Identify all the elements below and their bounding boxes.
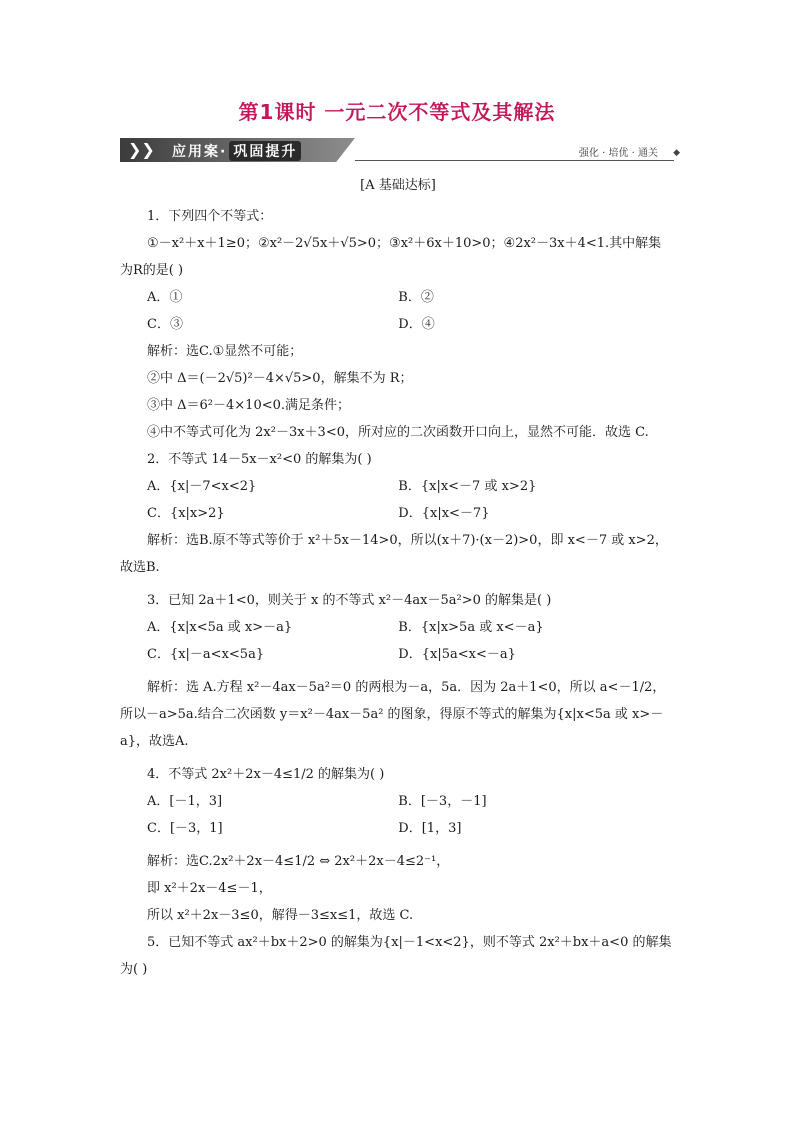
q4-solution-line: 所以 x²＋2x－3≤0，解得－3≤x≤1，故选 C. <box>147 908 414 923</box>
q3-option-c[interactable]: C．{x|－a<x<5a} <box>147 647 265 662</box>
page-title: 第1课时 一元二次不等式及其解法 <box>238 100 556 124</box>
q1-stem: 1．下列四个不等式： <box>147 209 273 224</box>
q2-option-a[interactable]: A．{x|－7<x<2} <box>147 479 257 494</box>
q4-option-a[interactable]: A．[－1，3] <box>147 794 223 809</box>
banner-label <box>172 141 301 161</box>
q2-options-row-1 <box>120 473 676 500</box>
q2-stem: 2．不等式 14－5x－x²<0 的解集为( ) <box>147 452 372 467</box>
q3-stem: 3．已知 2a＋1<0，则关于 x 的不等式 x²－4ax－5a²>0 的解集是( ) <box>147 593 552 608</box>
q4-solution-line: 即 x²＋2x－4≤－1， <box>147 881 272 896</box>
q3-option-d[interactable]: D．{x|5a<x<－a} <box>398 647 516 662</box>
q3-option-a[interactable]: A．{x|x<5a 或 x>－a} <box>147 620 293 635</box>
banner-label-a: 应用案· <box>172 144 228 160</box>
section-heading: [A 基础达标] <box>360 178 436 193</box>
q2-option-c[interactable]: C．{x|x>2} <box>147 506 225 521</box>
q1-solution-line: ③中 Δ＝6²－4×10<0.满足条件； <box>147 398 351 413</box>
q3-options-row-2 <box>120 641 676 668</box>
banner-rule <box>355 160 674 161</box>
exercise-content <box>120 174 676 983</box>
q2-option-b[interactable]: B．{x|x<－7 或 x>2} <box>398 479 537 494</box>
q4-option-d[interactable]: D．[1，3] <box>398 821 462 836</box>
section-banner <box>120 138 680 164</box>
q3-option-b[interactable]: B．{x|x>5a 或 x<－a} <box>398 620 544 635</box>
q3-options-row-1 <box>120 614 676 641</box>
banner-tagline: 强化 · 培优 · 通关 <box>578 148 658 159</box>
q4-options-row-2 <box>120 815 676 842</box>
diamond-icon: ◆ <box>673 148 680 158</box>
q1-option-d[interactable]: D．④ <box>398 317 435 332</box>
q1-option-b[interactable]: B．② <box>398 290 434 305</box>
q1-conditions: ①－x²＋x＋1≥0；②x²－2√5x＋√5>0；③x²＋6x＋10>0；④2x²－3x＋4<1.其中解集 <box>147 236 662 251</box>
q1-option-c[interactable]: C．③ <box>147 317 183 332</box>
q2-option-d[interactable]: D．{x|x<－7} <box>398 506 490 521</box>
q4-option-c[interactable]: C．[－3，1] <box>147 821 223 836</box>
q1-options-row-2 <box>120 311 676 338</box>
q3-solution: 解析：选 A.方程 x²－4ax－5a²＝0 的两根为－a，5a．因为 2a＋1<0，所以 a<－1/2，所以－a>5a.结合二次函数 y＝x²－4ax－5a² 的图象，得原不等式的解集为{x|x<5a 或 x>－a}，故选A. <box>120 680 666 749</box>
q4-options-row-1 <box>120 788 676 815</box>
q1-solution-line: ②中 Δ＝(－2√5)²－4×√5>0，解集不为 R； <box>147 371 413 386</box>
q4-solution-line: 解析：选C.2x²＋2x－4≤1/2 ⇔ 2x²＋2x－4≤2⁻¹， <box>147 854 450 869</box>
q4-option-b[interactable]: B．[－3，－1] <box>398 794 487 809</box>
q5-stem: 5．已知不等式 ax²＋bx＋2>0 的解集为{x|－1<x<2}，则不等式 2x²＋bx＋a<0 的解集为( ) <box>120 935 672 977</box>
q1-conditions-cont: 为R的是( ) <box>120 263 184 278</box>
q1-options-row-1 <box>120 284 676 311</box>
q4-stem: 4．不等式 2x²＋2x－4≤1/2 的解集为( ) <box>147 767 385 782</box>
q2-solution: 解析：选B.原不等式等价于 x²＋5x－14>0，所以(x＋7)·(x－2)>0，即 x<－7 或 x>2，故选B. <box>120 533 668 575</box>
q2-options-row-2 <box>120 500 676 527</box>
chevron-right-icon: ❯❯ <box>128 140 155 159</box>
banner-label-b: 巩固提升 <box>229 141 301 161</box>
q1-solution-line: 解析：选C.①显然不可能； <box>147 344 303 359</box>
q1-option-a[interactable]: A．① <box>147 290 183 305</box>
q1-solution-line: ④中不等式可化为 2x²－3x＋3<0，所对应的二次函数开口向上，显然不可能．故选 C. <box>147 425 649 440</box>
